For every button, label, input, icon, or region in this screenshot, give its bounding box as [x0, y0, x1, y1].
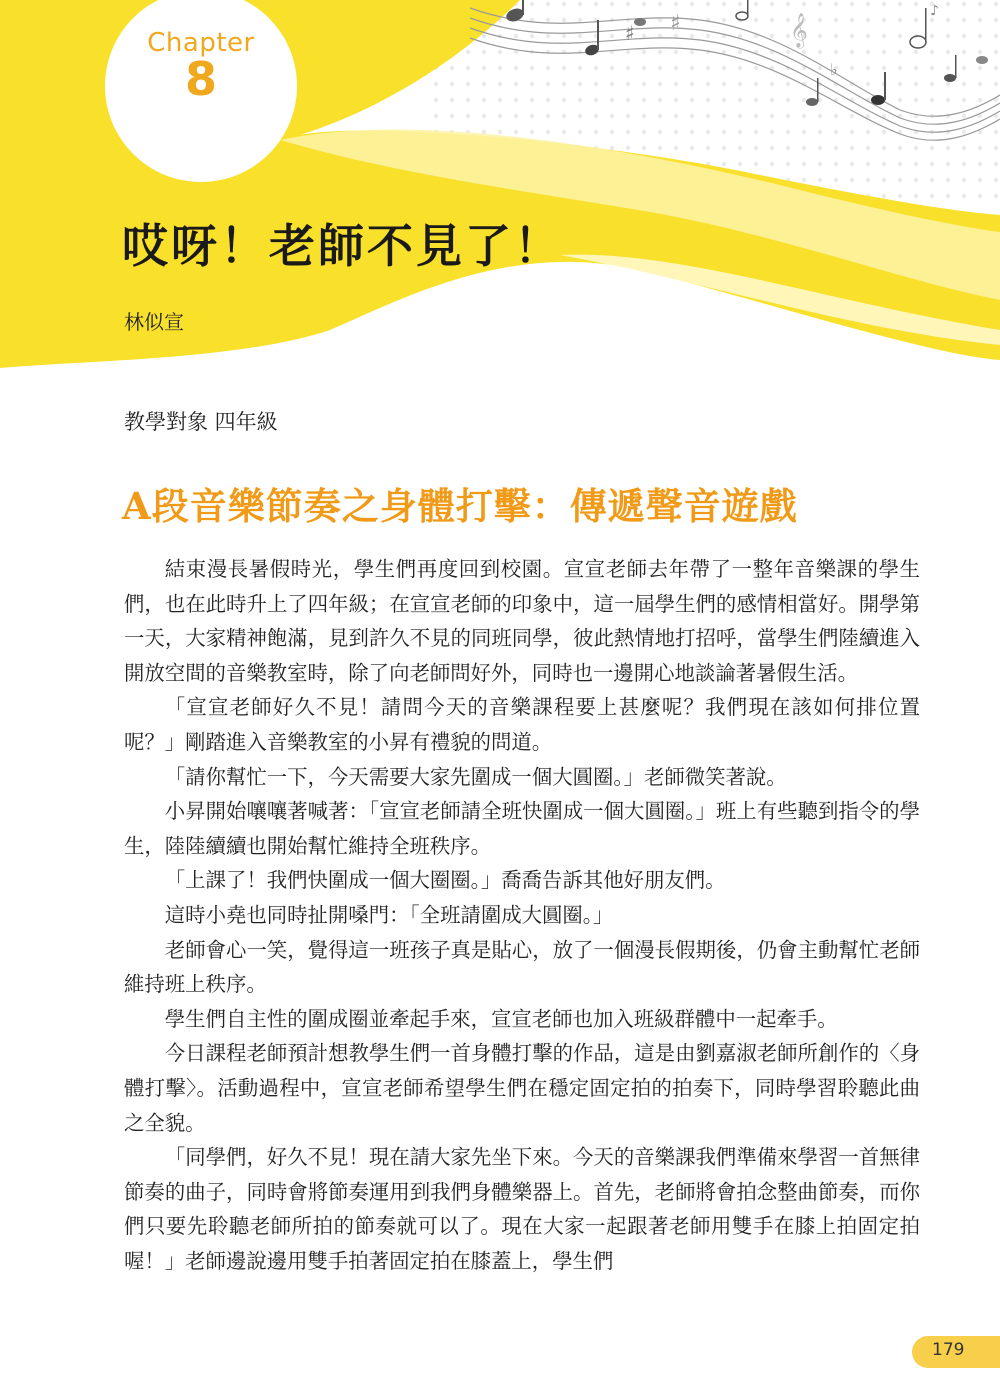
paragraph: 「請你幫忙一下，今天需要大家先圍成一個大圓圈。」老師微笑著說。	[164, 764, 787, 789]
section-heading: A段音樂節奏之身體打擊：傳遞聲音遊戲	[122, 484, 798, 528]
svg-text:♯: ♯	[670, 11, 681, 36]
chapter-number: 8	[184, 52, 217, 106]
paragraph: 學生們自主性的圍成圈並牽起手來，宣宣老師也加入班級群體中一起牽手。	[164, 1006, 838, 1031]
svg-text:♪: ♪	[930, 3, 939, 19]
page-number: 179	[932, 1340, 965, 1360]
paragraph: 今日課程老師預計想教學生們一首身體打擊的作品，這是由劉嘉淑老師所創作的〈身體打擊〉。活動過程中，宣宣老師希望學生們在穩定固定拍的拍奏下，同時學習聆聽此曲之全貌。	[124, 1041, 920, 1135]
paragraph: 小昇開始嚷嚷著喊著：「宣宣老師請全班快圍成一個大圓圈。」班上有些聽到指令的學生，陸陸續續也開始幫忙維持全班秩序。	[124, 799, 920, 858]
svg-text:♯: ♯	[625, 21, 635, 45]
paragraph: 「上課了！我們快圍成一個大圈圈。」喬喬告訴其他好朋友們。	[164, 868, 726, 893]
page-number-tab	[912, 1336, 1000, 1368]
paragraph: 結束漫長暑假時光，學生們再度回到校園。宣宣老師去年帶了一整年音樂課的學生們，也在此時升上了四年級；在宣宣老師的印象中，這一屆學生們的感情相當好。開學第一天，大家精神飽滿，見到許久不見的同班同學，彼此熱情地打招呼，當學生們陸續進入開放空間的音樂教室時，除了向老師問好外，同時也一邊開心地談論著暑假生活。	[124, 557, 920, 685]
paragraph: 這時小堯也同時扯開嗓門：「全班請圍成大圓圈。」	[164, 902, 614, 927]
chapter-label: Chapter	[147, 28, 255, 58]
chapter-title: 哎呀！老師不見了！	[122, 219, 563, 273]
body-text	[124, 552, 920, 1278]
paragraph: 「宣宣老師好久不見！請問今天的音樂課程要上甚麼呢？我們現在該如何排位置呢？」剛踏進入音樂教室的小昇有禮貌的問道。	[124, 695, 920, 754]
teaching-target: 教學對象 四年級	[124, 410, 278, 434]
svg-text:𝄞: 𝄞	[790, 13, 808, 48]
paragraph: 「同學們，好久不見！現在請大家先坐下來。今天的音樂課我們準備來學習一首無律節奏的曲子，同時會將節奏運用到我們身體樂器上。首先，老師將會拍念整曲節奏，而你們只要先聆聽老師所拍的節奏就可以了。現在大家一起跟著老師用雙手在膝上拍固定拍喔！」老師邊說邊用雙手拍著固定拍在膝蓋上，學生們	[124, 1145, 920, 1273]
svg-text:♭: ♭	[830, 60, 838, 79]
author-name: 林似宣	[124, 310, 184, 334]
paragraph: 老師會心一笑，覺得這一班孩子真是貼心，放了一個漫長假期後，仍會主動幫忙老師維持班上秩序。	[124, 937, 920, 997]
